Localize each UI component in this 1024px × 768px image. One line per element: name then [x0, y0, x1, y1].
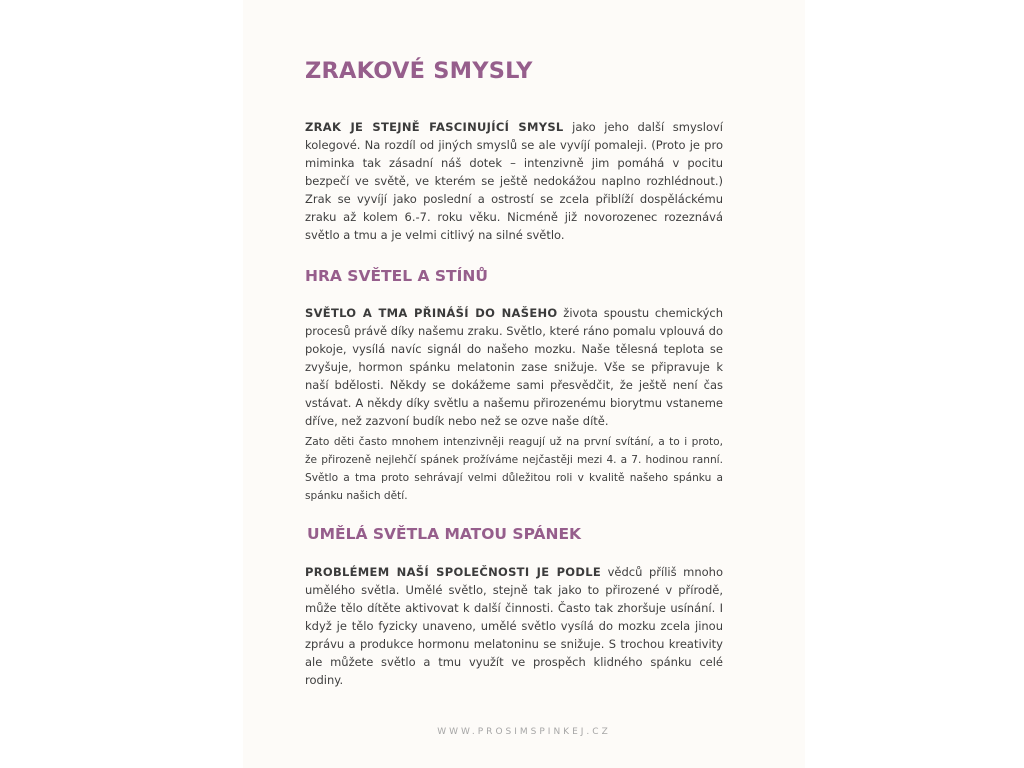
footer-website: WWW.PROSIMSPINKEJ.CZ — [437, 727, 611, 737]
section-3-heading: UMĚLÁ SVĚTLA MATOU SPÁNEK — [307, 525, 582, 543]
page-content — [305, 58, 723, 689]
section-2-paragraph — [305, 304, 723, 430]
section-3-lead: PROBLÉMEM NAŠÍ SPOLEČNOSTI JE PODLE — [305, 565, 602, 579]
section-1-paragraph — [305, 118, 723, 244]
section-3-text: vědců příliš mnoho umělého světla. Umělé světlo, stejně tak jako to přirozené v přírodě, může tělo dítěte aktivovat k další činnosti. Často tak zhoršuje usínání. I když je tělo fyzicky unaveno, umělé světlo vysílá do mozku zcela jinou zprávu a produkce hormonu melatoninu se snižuje. S trochou kreativity ale můžete světlo a tmu využít ve prospěch klidného spánku celé rodiny. — [305, 565, 724, 687]
document-page — [243, 0, 805, 768]
section-2-heading: HRA SVĚTEL A STÍNŮ — [305, 267, 488, 285]
page-title: ZRAKOVÉ SMYSLY — [305, 58, 533, 84]
section-2-paragraph-2: Zato děti často mnohem intenzivněji reagují už na první svítání, a to i proto, že přirozeně nejlehčí spánek prožíváme nejčastěji mezi 4. a 7. hodinou ranní. Světlo a tma proto sehrávají velmi důležitou roli v kvalitě našeho spánku a spánku našich dětí. — [305, 436, 723, 502]
section-1-lead: ZRAK JE STEJNĚ FASCINUJÍCÍ SMYSL — [305, 120, 564, 134]
section-1-text: jako jeho další smysloví kolegové. Na rozdíl od jiných smyslů se ale vyvíjí pomaleji. (Proto je pro miminka tak zásadní náš dotek – intenzivně jim pomáhá v pocitu bezpečí ve světě, ve kterém se ještě nedokážou naplno rozhlédnout.) Zrak se vyvíjí jako poslední a ostrostí se zcela přiblíží dospěláckému zraku až kolem 6.-7. roku věku. Nicméně již novorozenec rozeznává světlo a tmu a je velmi citlivý na silné světlo. — [305, 120, 723, 242]
section-2-lead: SVĚTLO A TMA PŘINÁŠÍ DO NAŠEHO — [305, 306, 558, 320]
section-2-text: života spoustu chemických procesů právě díky našemu zraku. Světlo, které ráno pomalu vplouvá do pokoje, vysílá navíc signál do našeho mozku. Naše tělesná teplota se zvyšuje, hormon spánku melatonin zase snižuje. Vše se připravuje k naší bdělosti. Někdy se dokážeme sami přesvědčit, že ještě není čas vstávat. A někdy díky světlu a našemu přirozenému biorytmu vstaneme dříve, než zazvoní budík nebo než se ozve naše dítě. — [305, 306, 724, 428]
section-3-paragraph — [305, 563, 723, 689]
